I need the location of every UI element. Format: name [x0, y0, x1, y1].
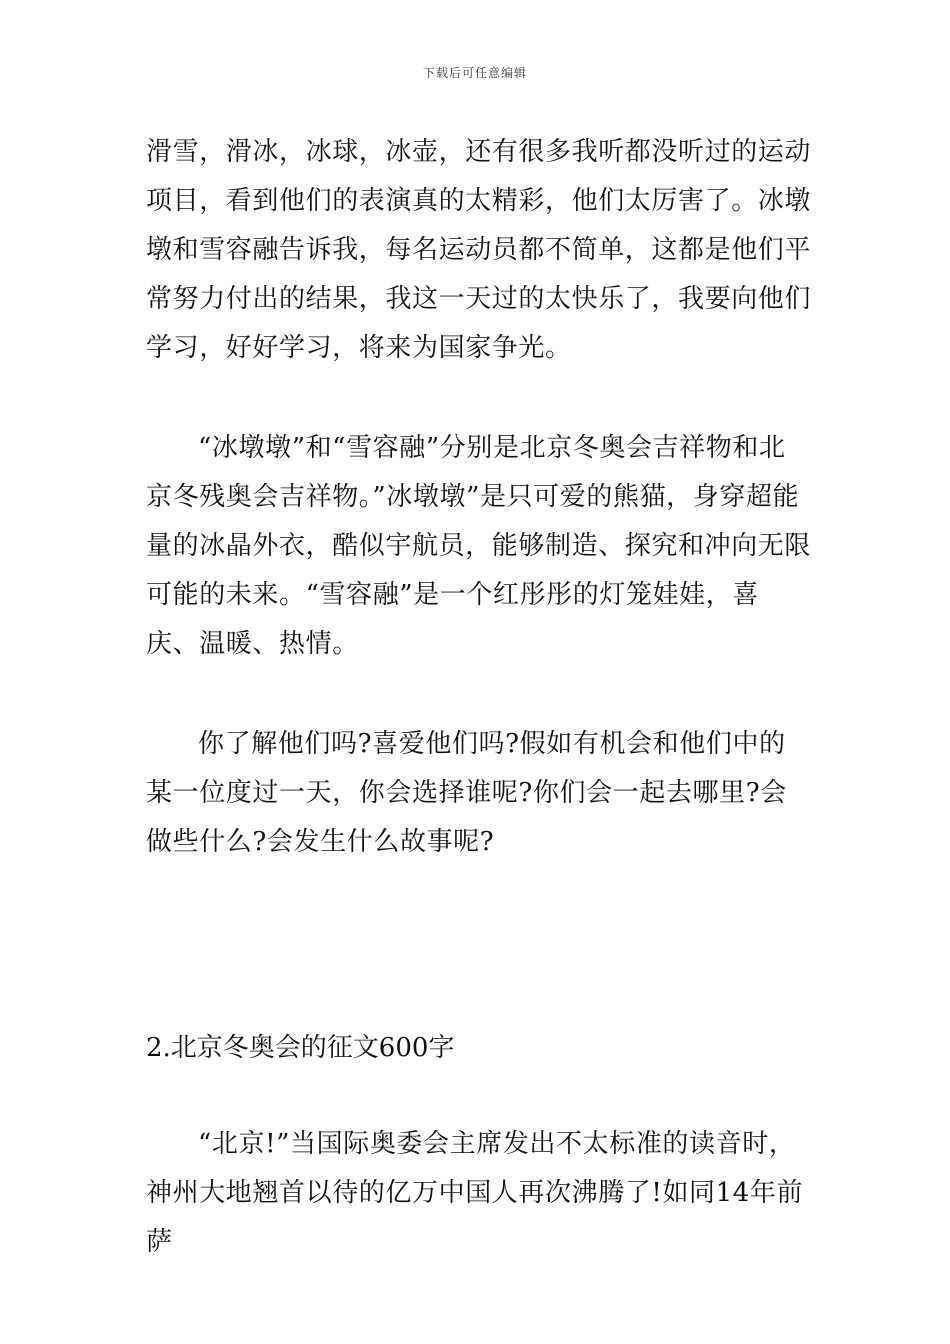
paragraph-1: 滑雪，滑冰，冰球，冰壶，还有很多我听都没听过的运动项目，看到他们的表演真的太精彩，他们太厉害了。冰墩墩和雪容融告诉我，每名运动员都不简单，这都是他们平常努力付出的结果，我这一天过的太快乐了，我要向他们学习，好好学习，将来为国家争光。 — [146, 137, 812, 363]
header-note: 下载后可任意编辑 — [422, 66, 527, 80]
paragraph-2: “冰墩墩”和“雪容融”分别是北京冬奥会吉祥物和北京冬残奥会吉祥物。”冰墩墩”是只可爱的熊猫，身穿超能量的冰晶外衣，酷似宇航员，能够制造、探究和冲向无限可能的未来。“雪容融”是一个红彤彤的灯笼娃娃，喜庆、温暖、热情。 — [146, 433, 812, 659]
paragraph-3: 你了解他们吗?喜爱他们吗?假如有机会和他们中的某一位度过一天，你会选择谁呢?你们会一起去哪里?会做些什么?会发生什么故事呢? — [146, 729, 787, 857]
section-heading: 2.北京冬奥会的征文600字 — [146, 1033, 455, 1063]
paragraph-4: “北京!”当国际奥委会主席发出不太标准的读音时，神州大地翘首以待的亿万中国人再次沸腾了!如同14年前萨 — [146, 1129, 804, 1257]
